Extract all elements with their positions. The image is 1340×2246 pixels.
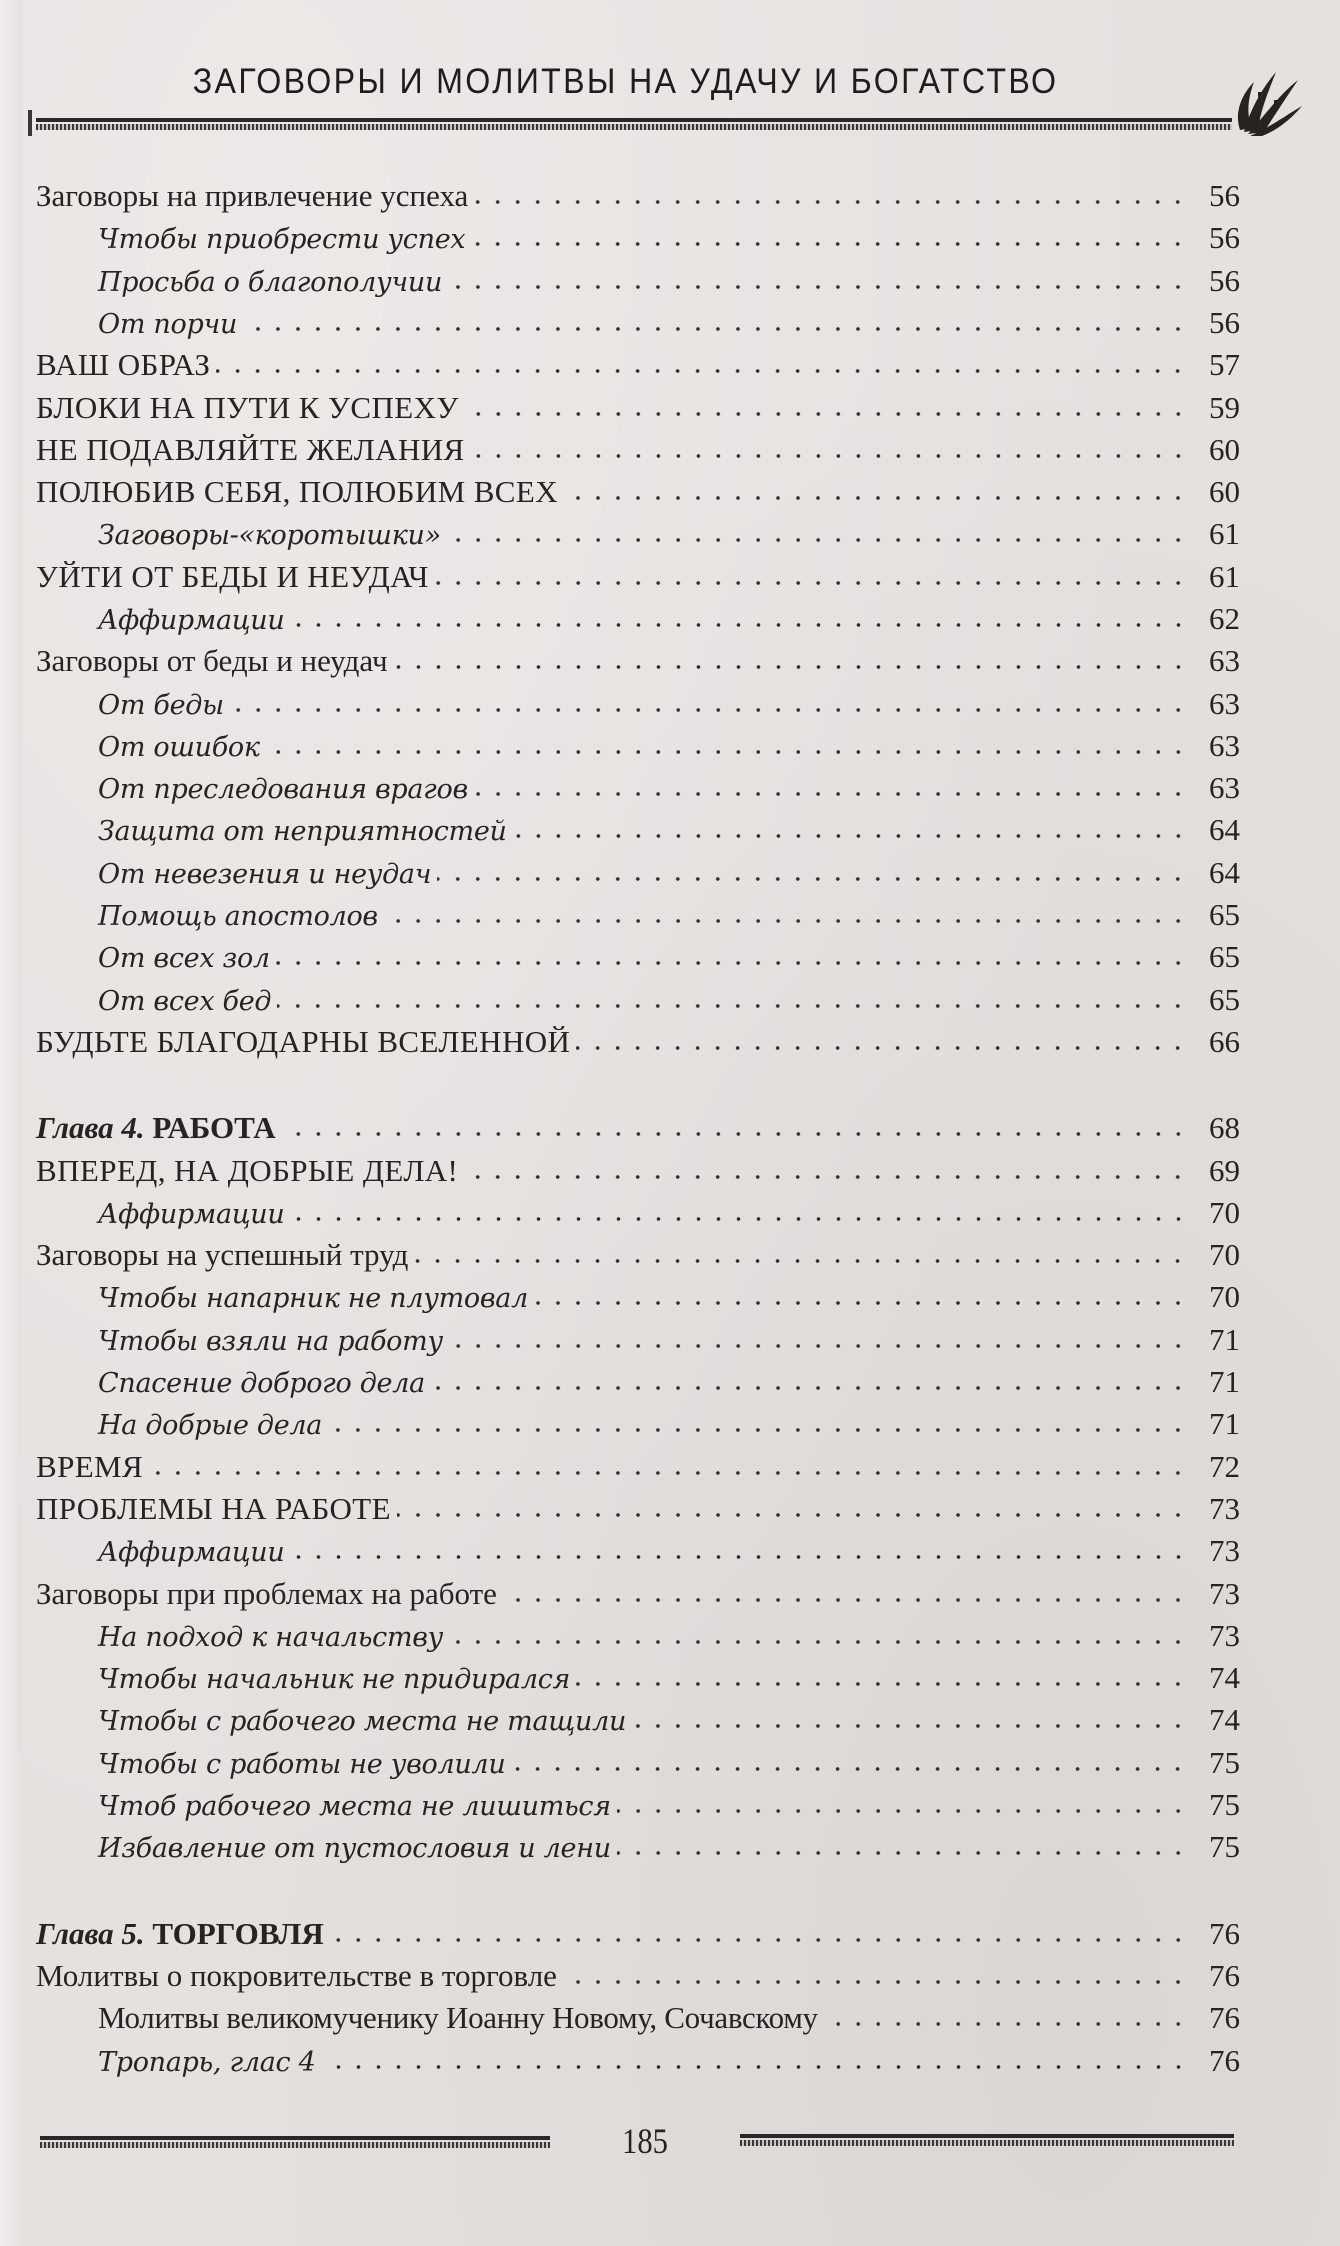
chapter-title: ТОРГОВЛЯ bbox=[152, 1916, 324, 1951]
toc-entry bbox=[36, 1234, 1240, 1276]
toc-entry bbox=[98, 979, 1240, 1021]
dot-leader bbox=[449, 1640, 1188, 1644]
dot-leader bbox=[437, 877, 1188, 881]
toc-entry-label: От всех зол bbox=[98, 943, 270, 974]
toc-entry bbox=[98, 513, 1240, 555]
toc-page-number: 68 bbox=[1209, 1110, 1240, 1145]
toc-entry-label: ПРОБЛЕМЫ НА РАБОТЕ bbox=[36, 1491, 391, 1526]
dot-leader bbox=[464, 1175, 1188, 1179]
dot-leader bbox=[243, 327, 1188, 331]
toc-page-number: 70 bbox=[1209, 1279, 1240, 1314]
toc-entry bbox=[98, 1742, 1240, 1784]
dot-leader bbox=[230, 708, 1188, 712]
toc-page-number: 73 bbox=[1209, 1618, 1240, 1653]
toc-entry bbox=[98, 809, 1240, 851]
page-number: 185 bbox=[622, 2121, 668, 2161]
dot-leader bbox=[448, 285, 1188, 289]
toc-page-number: 60 bbox=[1209, 474, 1240, 509]
toc-entry-label: От невезения и неудач bbox=[98, 859, 432, 890]
toc-entry-label: Чтобы взяли на работу bbox=[98, 1326, 443, 1357]
toc-entry bbox=[98, 936, 1240, 978]
dot-leader bbox=[322, 2065, 1189, 2069]
toc-entry-label: Заговоры при проблемах на работе bbox=[36, 1576, 497, 1611]
footer-rule-left bbox=[40, 2136, 550, 2150]
toc-entry-label: Тропарь, глас 4 bbox=[98, 2047, 316, 2078]
dot-leader bbox=[276, 961, 1188, 965]
toc-entry-label: Спасение доброго дела bbox=[98, 1368, 425, 1399]
toc-entry bbox=[36, 344, 1240, 386]
dot-leader bbox=[465, 412, 1188, 416]
toc-page-number: 64 bbox=[1209, 855, 1240, 890]
toc-entry-label: На подход к начальству bbox=[98, 1622, 444, 1653]
toc-entry bbox=[36, 1488, 1240, 1530]
toc-page-number: 62 bbox=[1209, 601, 1240, 636]
toc-page-number: 65 bbox=[1209, 897, 1240, 932]
toc-entry-label: Заговоры на успешный труд bbox=[36, 1237, 409, 1272]
toc-entry-label: Помощь апостолов bbox=[98, 901, 378, 932]
toc-entry-label: Защита от неприятностей bbox=[98, 816, 507, 847]
toc-page-number: 73 bbox=[1209, 1491, 1240, 1526]
toc-page-number: 71 bbox=[1209, 1406, 1240, 1441]
toc-entry bbox=[98, 1403, 1240, 1445]
page-edge-shadow bbox=[0, 0, 22, 2246]
dot-leader bbox=[576, 1682, 1188, 1686]
dot-leader bbox=[447, 538, 1188, 542]
toc-page-number: 63 bbox=[1209, 643, 1240, 678]
toc-entry-label: Аффирмации bbox=[98, 1537, 285, 1568]
toc-page-number: 75 bbox=[1209, 1745, 1240, 1780]
toc-entry bbox=[98, 1699, 1240, 1741]
toc-entry-label: БЛОКИ НА ПУТИ К УСПЕХУ bbox=[36, 390, 459, 425]
toc-page-number: 70 bbox=[1209, 1237, 1240, 1272]
toc-entry-label bbox=[36, 1107, 282, 1149]
toc-entry-label: Просьба о благополучии bbox=[98, 267, 443, 298]
toc-page-number: 59 bbox=[1209, 390, 1240, 425]
toc-page-number: 73 bbox=[1209, 1576, 1240, 1611]
dot-leader bbox=[282, 1132, 1188, 1136]
dot-leader bbox=[503, 1598, 1188, 1602]
toc-entry bbox=[98, 217, 1240, 259]
toc-entry bbox=[98, 2040, 1240, 2082]
toc-page-number: 75 bbox=[1209, 1829, 1240, 1864]
toc-page-number: 74 bbox=[1209, 1702, 1240, 1737]
toc-entry bbox=[98, 1826, 1240, 1868]
toc-entry-label: От порчи bbox=[98, 309, 238, 340]
toc-entry bbox=[98, 852, 1240, 894]
toc-entry bbox=[36, 175, 1240, 217]
toc-page-number: 76 bbox=[1209, 2000, 1240, 2035]
toc-entry-label bbox=[36, 1913, 330, 1955]
toc-entry bbox=[98, 1615, 1240, 1657]
dot-leader bbox=[564, 496, 1188, 500]
toc-page-number: 61 bbox=[1209, 559, 1240, 594]
chapter-title: РАБОТА bbox=[152, 1110, 276, 1145]
dot-leader bbox=[397, 1513, 1188, 1517]
toc-page-number: 65 bbox=[1209, 982, 1240, 1017]
toc-page-number: 61 bbox=[1209, 516, 1240, 551]
toc-entry bbox=[36, 471, 1240, 513]
toc-page-number: 76 bbox=[1209, 1916, 1240, 1951]
toc-entry bbox=[98, 683, 1240, 725]
dot-leader bbox=[330, 1938, 1188, 1942]
dot-leader bbox=[291, 1555, 1189, 1559]
toc-entry bbox=[36, 1573, 1240, 1615]
toc-entry-label: Чтобы с рабочего места не тащили bbox=[98, 1706, 627, 1737]
toc-entry bbox=[98, 1319, 1240, 1361]
toc-entry bbox=[98, 725, 1240, 767]
footer-rule-right bbox=[740, 2134, 1234, 2148]
toc-entry bbox=[98, 1192, 1240, 1234]
dot-leader bbox=[563, 1980, 1188, 1984]
toc-entry-label: Молитвы о покровительстве в торговле bbox=[36, 1958, 557, 1993]
dot-leader bbox=[149, 1471, 1188, 1475]
toc-page-number: 71 bbox=[1209, 1322, 1240, 1357]
toc-entry-label: Заговоры от беды и неудач bbox=[36, 643, 388, 678]
header-edge-bar bbox=[28, 110, 32, 136]
toc-page-number: 63 bbox=[1209, 686, 1240, 721]
dot-leader bbox=[414, 1259, 1188, 1263]
toc-entry bbox=[36, 640, 1240, 682]
dot-leader bbox=[431, 1386, 1188, 1390]
toc-page-number: 69 bbox=[1209, 1153, 1240, 1188]
toc-page-number: 63 bbox=[1209, 770, 1240, 805]
running-head: ЗАГОВОРЫ И МОЛИТВЫ НА УДАЧУ И БОГАТСТВО bbox=[192, 62, 1059, 101]
dot-leader bbox=[617, 1809, 1188, 1813]
toc-entry bbox=[98, 1361, 1240, 1403]
dot-leader bbox=[474, 792, 1188, 796]
toc-page-number: 74 bbox=[1209, 1660, 1240, 1695]
toc-page-number: 65 bbox=[1209, 939, 1240, 974]
toc-entry bbox=[98, 1530, 1240, 1572]
dot-leader bbox=[277, 1004, 1188, 1008]
toc-page-number: 73 bbox=[1209, 1533, 1240, 1568]
toc-entry bbox=[36, 556, 1240, 598]
toc-page-number: 66 bbox=[1209, 1024, 1240, 1059]
chapter-number: Глава 4. bbox=[36, 1110, 145, 1145]
toc-entry bbox=[98, 894, 1240, 936]
toc-page-number: 76 bbox=[1209, 1958, 1240, 1993]
toc-entry-label: На добрые дела bbox=[98, 1410, 323, 1441]
dot-leader bbox=[474, 200, 1188, 204]
toc-entry-label: Чтоб рабочего места не лишиться bbox=[98, 1791, 611, 1822]
toc-entry-label: Чтобы с работы не уволили bbox=[98, 1749, 506, 1780]
toc-page-number: 56 bbox=[1209, 305, 1240, 340]
toc-entry bbox=[36, 1150, 1240, 1192]
dot-leader bbox=[534, 1301, 1188, 1305]
toc-entry-label: ПОЛЮБИВ СЕБЯ, ПОЛЮБИМ ВСЕХ bbox=[36, 474, 558, 509]
toc-entry-label: От всех бед bbox=[98, 986, 272, 1017]
dot-leader bbox=[291, 623, 1189, 627]
toc-page-number: 63 bbox=[1209, 728, 1240, 763]
toc-chapter-entry bbox=[36, 1107, 1240, 1149]
toc-page-number: 57 bbox=[1209, 347, 1240, 382]
dot-leader bbox=[435, 581, 1188, 585]
dot-leader bbox=[513, 834, 1188, 838]
toc-entry bbox=[98, 260, 1240, 302]
toc-entry-label: НЕ ПОДАВЛЯЙТЕ ЖЕЛАНИЯ bbox=[36, 432, 465, 467]
toc-entry-label: Аффирмации bbox=[98, 1199, 285, 1230]
toc-entry bbox=[36, 429, 1240, 471]
dot-leader bbox=[632, 1724, 1188, 1728]
toc-entry-label: Заговоры на привлечение успеха bbox=[36, 178, 469, 213]
toc-entry-label: БУДЬТЕ БЛАГОДАРНЫ ВСЕЛЕННОЙ bbox=[36, 1024, 571, 1059]
toc-entry bbox=[36, 1021, 1240, 1063]
dot-leader bbox=[394, 665, 1188, 669]
toc-entry-label: Заговоры-«коротышки» bbox=[98, 520, 441, 551]
dot-leader bbox=[266, 750, 1188, 754]
dot-leader bbox=[576, 1046, 1188, 1050]
toc-entry-label: Чтобы напарник не плутовал bbox=[98, 1283, 528, 1314]
toc-entry bbox=[98, 1784, 1240, 1826]
toc-page-number: 71 bbox=[1209, 1364, 1240, 1399]
toc-entry-label: УЙТИ ОТ БЕДЫ И НЕУДАЧ bbox=[36, 559, 429, 594]
toc-entry-label: Чтобы приобрести успех bbox=[98, 224, 466, 255]
toc-page-number: 56 bbox=[1209, 263, 1240, 298]
toc-page-number: 76 bbox=[1209, 2043, 1240, 2078]
toc-entry-label: Чтобы начальник не придирался bbox=[98, 1664, 571, 1695]
dot-leader bbox=[471, 454, 1188, 458]
header-rule bbox=[36, 118, 1232, 132]
dot-leader bbox=[449, 1344, 1188, 1348]
dot-leader bbox=[216, 369, 1188, 373]
toc-page-number: 70 bbox=[1209, 1195, 1240, 1230]
toc-entry-label: Избавление от пустословия и лени bbox=[98, 1833, 611, 1864]
toc-entry bbox=[36, 1446, 1240, 1488]
toc-entry-label: ВПЕРЕД, НА ДОБРЫЕ ДЕЛА! bbox=[36, 1153, 459, 1188]
toc-entry-label: ВАШ ОБРАЗ bbox=[36, 347, 211, 382]
leaf-flourish-icon bbox=[1232, 60, 1312, 140]
toc-entry bbox=[98, 302, 1240, 344]
toc-entry bbox=[98, 598, 1240, 640]
toc-page-number: 64 bbox=[1209, 812, 1240, 847]
toc-entry bbox=[98, 767, 1240, 809]
dot-leader bbox=[328, 1428, 1188, 1432]
toc-entry bbox=[98, 1657, 1240, 1699]
toc-entry bbox=[36, 1955, 1240, 1997]
dot-leader bbox=[291, 1217, 1189, 1221]
toc-entry bbox=[98, 1997, 1240, 2039]
toc-page-number: 56 bbox=[1209, 178, 1240, 213]
toc-entry-label: От ошибок bbox=[98, 732, 260, 763]
toc-entry-label: ВРЕМЯ bbox=[36, 1449, 144, 1484]
toc-entry-label: От беды bbox=[98, 690, 224, 721]
dot-leader bbox=[824, 2022, 1188, 2026]
dot-leader bbox=[617, 1851, 1188, 1855]
toc-entry bbox=[36, 387, 1240, 429]
toc-page-number: 72 bbox=[1209, 1449, 1240, 1484]
dot-leader bbox=[511, 1767, 1188, 1771]
toc-entry bbox=[98, 1276, 1240, 1318]
toc-page-number: 75 bbox=[1209, 1787, 1240, 1822]
toc-page-number: 60 bbox=[1209, 432, 1240, 467]
toc-entry-label: От преследования врагов bbox=[98, 774, 468, 805]
chapter-number: Глава 5. bbox=[36, 1916, 145, 1951]
toc-entry-label: Аффирмации bbox=[98, 605, 285, 636]
toc-chapter-entry bbox=[36, 1913, 1240, 1955]
toc-entry-label: Молитвы великомученику Иоанну Новому, Сочавскому bbox=[98, 2000, 818, 2035]
dot-leader bbox=[384, 919, 1188, 923]
toc-page-number: 56 bbox=[1209, 220, 1240, 255]
dot-leader bbox=[471, 242, 1188, 246]
